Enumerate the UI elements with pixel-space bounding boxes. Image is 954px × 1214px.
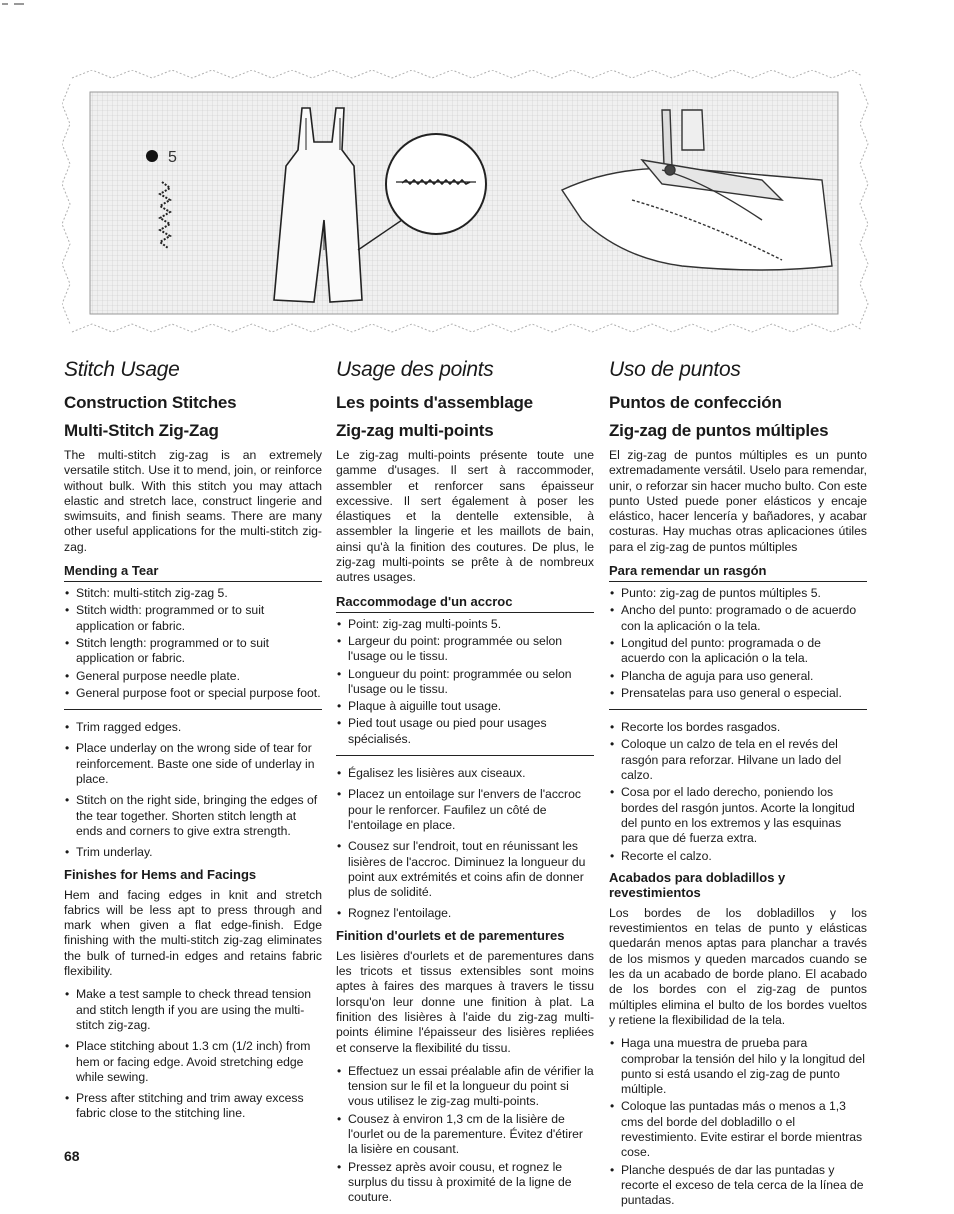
zigzag-border-left [62,84,70,324]
list-item: • Trim ragged edges. [64,720,322,735]
list-item: • Coloque un calzo de tela en el revés del rasgón para reforzar. Hilvane un lado del calzo. [609,737,867,783]
mending-heading: Mending a Tear [64,563,322,582]
list-item: • Stitch: multi-stitch zig-zag 5. [64,586,322,601]
section-title: Usage des points [336,358,494,381]
finishes-heading: Finition d'ourlets et de parementures [336,927,565,943]
finishes-paragraph: Hem and facing edges in knit and stretch fabrics will be less apt to press through and mark when given a flat edge-finish. Edge finishing with the multi-stitch zig-zag eliminates the bulk of turned-in edges and retains fabric flexibility. [64,887,322,979]
list-item: • Punto: zig-zag de puntos múltiples 5. [609,586,867,601]
stitch-indicator-dot [146,150,158,162]
intro-paragraph: Le zig-zag multi-points présente toute une gamme d'usages. Il sert à raccommoder, assembler et renforcer sans épaisseur excessive. Il sert également à poser les élastiques et la dentelle extensible, à assembler la lingerie et les maillots de bain, ainsi qu'à la finition des coutures. De plus, le zig-zag multi-points se prête à de nombreux autres usages. [336,448,594,585]
page-number: 68 [64,1148,80,1164]
heading-puntos-confeccion: Puntos de confección [609,393,782,412]
stitch-number: 5 [168,149,177,166]
heading-multi-stitch-zigzag: Multi-Stitch Zig-Zag [64,421,219,440]
corner-mark [0,0,36,14]
list-item: • Stitch on the right side, bringing the edges of the tear together. Shorten stitch length at ends and corners to give extra strength. [64,793,322,839]
list-item: • Planche después de dar las puntadas y recorte el exceso de tela cerca de la línea de puntadas. [609,1163,867,1209]
list-item: • Place stitching about 1.3 cm (1/2 inch) from hem or facing edge. Avoid stretching edge while sewing. [64,1039,322,1085]
list-item: • Trim underlay. [64,845,322,860]
heading-points-assemblage: Les points d'assemblage [336,393,533,412]
finishes-heading: Finishes for Hems and Facings [64,866,257,882]
finishes-steps-list [64,987,322,1121]
finishes-steps-list [609,1036,867,1208]
list-item: • Haga una muestra de prueba para comprobar la tensión del hilo y la longitud del punto si está usando el zig-zag de punto múltiple. [609,1036,867,1097]
list-item: • Stitch width: programmed or to suit application or fabric. [64,603,322,634]
spanish-column [609,358,867,1214]
list-item: • Plaque à aiguille tout usage. [336,699,594,714]
list-item: • Prensatelas para uso general o especial. [609,686,867,701]
zigzag-border-bottom [72,324,862,332]
english-column [64,358,322,1128]
list-item: • General purpose foot or special purpose foot. [64,686,322,701]
list-item: • Place underlay on the wrong side of tear for reinforcement. Baste one side of underlay in place. [64,741,322,787]
intro-paragraph: The multi-stitch zig-zag is an extremely versatile stitch. Use it to mend, join, or reinforce without bulk. With this stitch you may attach elastic and stretch lace, construct lingerie and swimsuits, and finish seams. There are many other useful applications for the multi-stitch zig-zag. [64,448,322,554]
divider [64,709,322,710]
list-item: • Effectuez un essai préalable afin de vérifier la tension sur le fil et la longueur du point si vous utilisez le zig-zag multi-points. [336,1064,594,1110]
mending-steps-list [609,720,867,864]
heading-construction-stitches: Construction Stitches [64,393,237,412]
finishes-steps-list [336,1064,594,1206]
divider [609,709,867,710]
finishes-heading: Acabados para dobladillos y revestimientos [609,869,786,900]
list-item: • Make a test sample to check thread tension and stitch length if you are using the multi-stitch zig-zag. [64,987,322,1033]
finishes-paragraph: Los bordes de los dobladillos y los revestimientos en telas de punto y elásticas quedarán menos aptas para planchar a través de los mismos y queden marcados cuando se les da un acabado de borde plano. El acabado de los bordes con el zig-zag de puntos múltiples elimina el bulto de los bordes vueltos y retiene la flexibilidad de la tela. [609,905,867,1027]
settings-list [64,586,322,701]
list-item: • Plancha de aguja para uso general. [609,669,867,684]
mending-heading: Para remendar un rasgón [609,563,867,582]
list-item: • Cosa por el lado derecho, poniendo los bordes del rasgón juntos. Acorte la longitud del punto en los extremos y las esquinas para que dé fuerza extra. [609,785,867,846]
french-column [336,358,594,1211]
zigzag-border-right [860,84,868,324]
mending-steps-list [64,720,322,860]
list-item: • Ancho del punto: programado o de acuerdo con la aplicación o la tela. [609,603,867,634]
heading-zigzag-multi-points: Zig-zag multi-points [336,421,494,440]
magnifier-circle [386,134,486,234]
mending-steps-list [336,766,594,922]
settings-list [609,586,867,701]
heading-zigzag-puntos-multiples: Zig-zag de puntos múltiples [609,421,829,440]
list-item: • Pied tout usage ou pied pour usages spécialisés. [336,716,594,747]
list-item: • Coloque las puntadas más o menos a 1,3 cms del borde del dobladillo o el revestimiento. Evite estirar el borde mientras cose. [609,1099,867,1160]
list-item: • Égalisez les lisières aux ciseaux. [336,766,594,781]
list-item: • Cousez sur l'endroit, tout en réunissant les lisières de l'accroc. Diminuez la longueur du point aux extrémités et coins afin de donner plus de solidité. [336,839,594,900]
list-item: • Stitch length: programmed or to suit application or fabric. [64,636,322,667]
list-item: • Point: zig-zag multi-points 5. [336,617,594,632]
list-item: • Largeur du point: programmée ou selon l'usage ou le tissu. [336,634,594,665]
section-title: Uso de puntos [609,358,741,381]
list-item: • Longitud del punto: programada o de acuerdo con la aplicación o la tela. [609,636,867,667]
list-item: • Recorte los bordes rasgados. [609,720,867,735]
section-title: Stitch Usage [64,358,180,381]
list-item: • Rognez l'entoilage. [336,906,594,921]
list-item: • Pressez après avoir cousu, et rognez le surplus du tissu à proximité de la ligne de couture. [336,1160,594,1206]
finishes-paragraph: Les lisières d'ourlets et de parementures dans les tricots et tissus extensibles sont moins aptes à faires des marques à travers le tissu lorsqu'on leur donne une finition à plat. La finition des lisières à l'aide du zig-zag multi-points élimine l'épaisseur des lisières repliées et conserve la flexibilité du tissu. [336,948,594,1055]
list-item: • Press after stitching and trim away excess fabric close to the stitching line. [64,1091,322,1122]
list-item: • General purpose needle plate. [64,669,322,684]
zigzag-border-top [72,70,862,78]
list-item: • Recorte el calzo. [609,849,867,864]
settings-list [336,617,594,747]
intro-paragraph: El zig-zag de puntos múltiples es un punto extremadamente versátil. Uselo para remendar, unir, o reforzar sin hacer mucho bulto. Con este punto Usted puede poner elásticos y encaje elástico, hacer lencería y bañadores, y acabar costuras. Hay muchas otras aplicaciones útiles para el zig-zag de puntos múltiples [609,448,867,554]
mending-heading: Raccommodage d'un accroc [336,594,594,613]
overalls-sewing-illustration [62,70,870,338]
list-item: • Longueur du point: programmée ou selon l'usage ou le tissu. [336,667,594,698]
list-item: • Placez un entoilage sur l'envers de l'accroc pour le renforcer. Faufilez un côté de l'entoilage en place. [336,787,594,833]
divider [336,755,594,756]
list-item: • Cousez à environ 1,3 cm de la lisière de l'ourlet ou de la parementure. Évitez d'étirer la lisière en cousant. [336,1112,594,1158]
